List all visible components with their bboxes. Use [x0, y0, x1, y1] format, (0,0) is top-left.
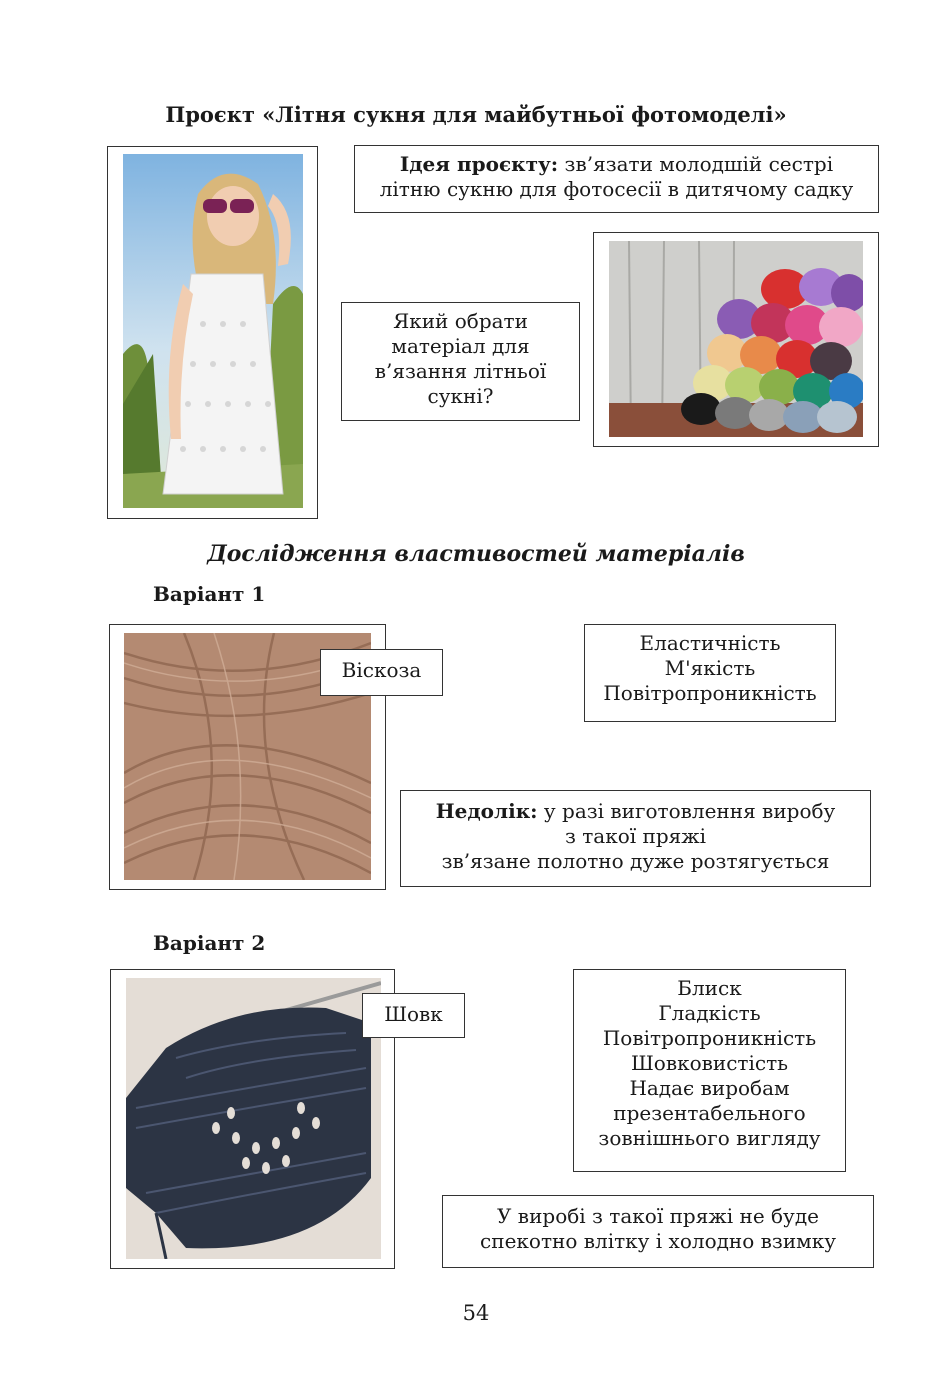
research-title: Дослідження властивостей матеріалів — [207, 541, 745, 567]
yarn-photo-frame — [593, 232, 879, 447]
yarn-balls-photo — [609, 241, 863, 437]
drawback-label: Недолік: — [435, 799, 538, 823]
property-item: Еластичність — [639, 631, 781, 655]
silk-properties-box — [573, 969, 846, 1172]
drawback-text-3: зв’язане полотно дуже розтягується — [441, 849, 830, 873]
question-line: сукні? — [427, 384, 494, 408]
page-number: 54 — [462, 1301, 490, 1325]
question-line: в’язання літньої — [374, 359, 547, 383]
viscose-properties-box — [584, 624, 836, 722]
viscose-label: Віскоза — [320, 649, 443, 696]
project-idea-label: Ідея проєкту: — [399, 152, 559, 176]
silk-note-box — [442, 1195, 874, 1268]
girl-dress-photo — [123, 154, 303, 508]
viscose-drawback-box — [400, 790, 871, 887]
property-item: М'якість — [664, 656, 756, 680]
page-title: Проєкт «Літня сукня для майбутньої фотомоделі» — [165, 102, 787, 127]
property-item: Шовковистість — [630, 1051, 789, 1075]
question-line: матеріал для — [391, 334, 530, 358]
property-item: Гладкість — [658, 1001, 761, 1025]
silk-note-line: спекотно влітку і холодно взимку — [480, 1229, 836, 1253]
girl-photo-frame — [107, 146, 318, 519]
silk-photo-frame — [110, 969, 395, 1269]
project-idea-text-1: зв’язати молодшій сестрі — [558, 152, 834, 176]
question-line: Який обрати — [393, 309, 528, 333]
silk-knit-photo — [126, 978, 381, 1259]
drawback-text-2: з такої пряжі — [564, 824, 707, 848]
variant-2-heading: Варіант 2 — [153, 931, 266, 955]
property-item: Повітропроникність — [603, 681, 817, 705]
project-idea-text-2: літню сукню для фотосесії в дитячому садку — [379, 177, 854, 201]
property-item: зовнішнього вигляду — [598, 1126, 821, 1150]
property-item: Надає виробам — [629, 1076, 790, 1100]
drawback-text-1: у разі виготовлення виробу — [537, 799, 836, 823]
silk-note-line: У виробі з такої пряжі не буде — [497, 1204, 819, 1228]
project-idea-box — [354, 145, 879, 213]
silk-label: Шовк — [362, 993, 465, 1038]
variant-1-heading: Варіант 1 — [153, 582, 266, 606]
question-box — [341, 302, 580, 421]
property-item: Блиск — [677, 976, 742, 1000]
property-item: Повітропроникність — [602, 1026, 817, 1050]
property-item: презентабельного — [613, 1101, 806, 1125]
